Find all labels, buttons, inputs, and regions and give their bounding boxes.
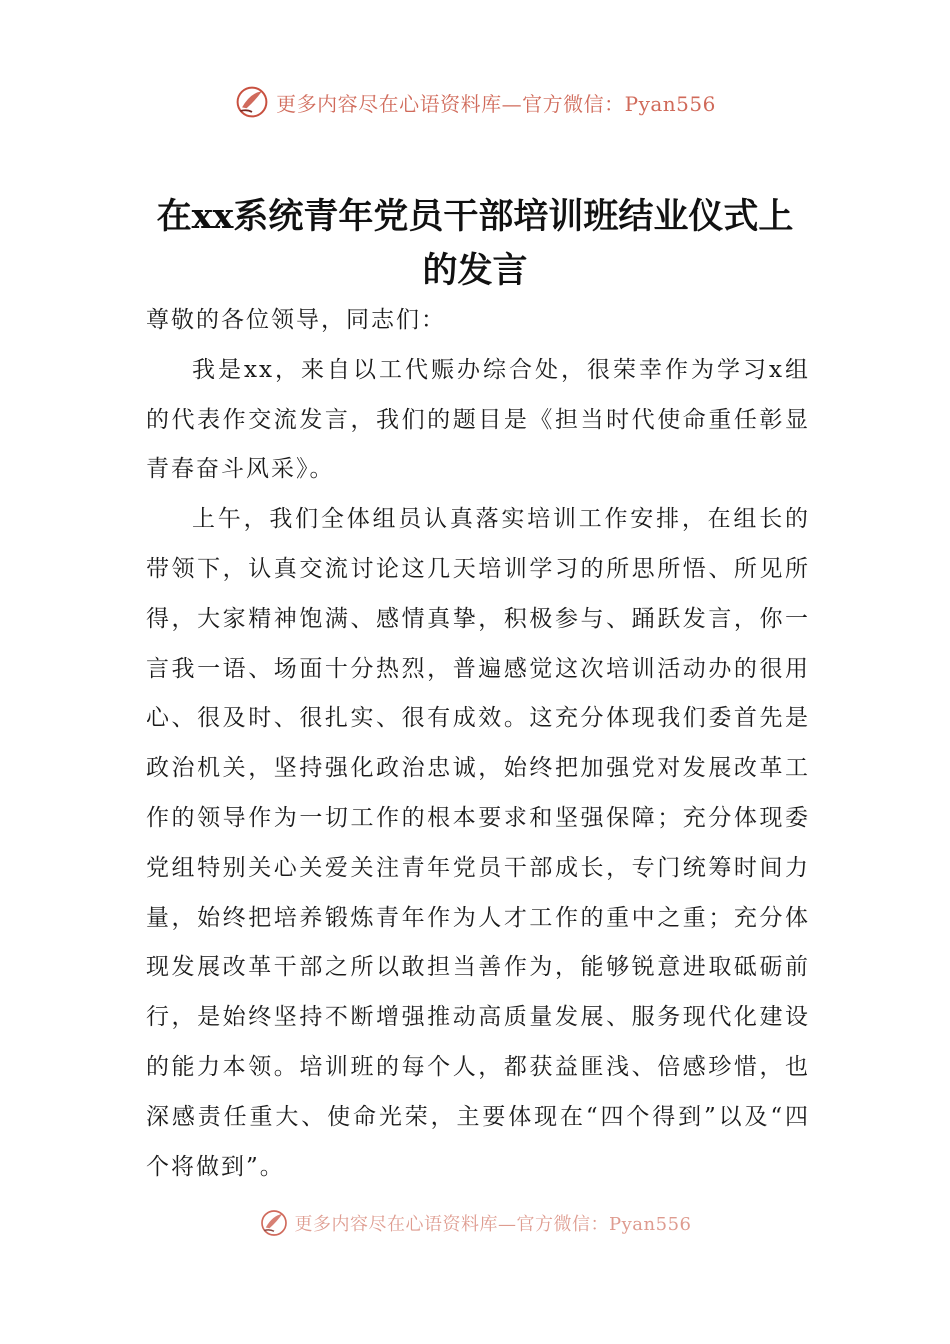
greeting: 尊敬的各位领导，同志们： <box>146 307 446 333</box>
pen-circle-logo-icon <box>234 84 270 120</box>
paragraph: 我是xx，来自以工代赈办综合处，很荣幸作为学习x组的代表作交流发言，我们的题目是《担当时代使命重任彰显青春奋斗风采》。 <box>146 356 810 483</box>
watermark-text: 更多内容尽在心语资料库—官方微信：Pyan556 <box>276 91 716 116</box>
footer-watermark <box>0 1206 950 1240</box>
document-title: 在xx系统青年党员干部培训班结业仪式上的发言 <box>156 196 794 291</box>
document-body <box>146 296 810 1192</box>
header-watermark <box>0 82 950 122</box>
watermark-text: 更多内容尽在心语资料库—官方微信：Pyan556 <box>294 1214 692 1235</box>
paragraph: 上午，我们全体组员认真落实培训工作安排，在组长的带领下，认真交流讨论这几天培训学习的所思所悟、所见所得，大家精神饱满、感情真挚，积极参与、踊跃发言，你一言我一语、场面十分热烈，普遍感觉这次培训活动办的很用心、很及时、很扎实、很有成效。这充分体现我们委首先是政治机关，坚持强化政治忠诚，始终把加强党对发展改革工作的领导作为一切工作的根本要求和坚强保障；充分体现委党组特别关心关爱关注青年党员干部成长，专门统筹时间力量，始终把培养锻炼青年作为人才工作的重中之重；充分体现发展改革干部之所以敢担当善作为，能够锐意进取砥砺前行，是始终坚持不断增强推动高质量发展、服务现代化建设的能力本领。培训班的每个人，都获益匪浅、倍感珍惜，也深感责任重大、使命光荣，主要体现在“四个得到”以及“四个将做到”。 <box>146 506 810 1180</box>
pen-circle-logo-icon <box>259 1208 289 1238</box>
